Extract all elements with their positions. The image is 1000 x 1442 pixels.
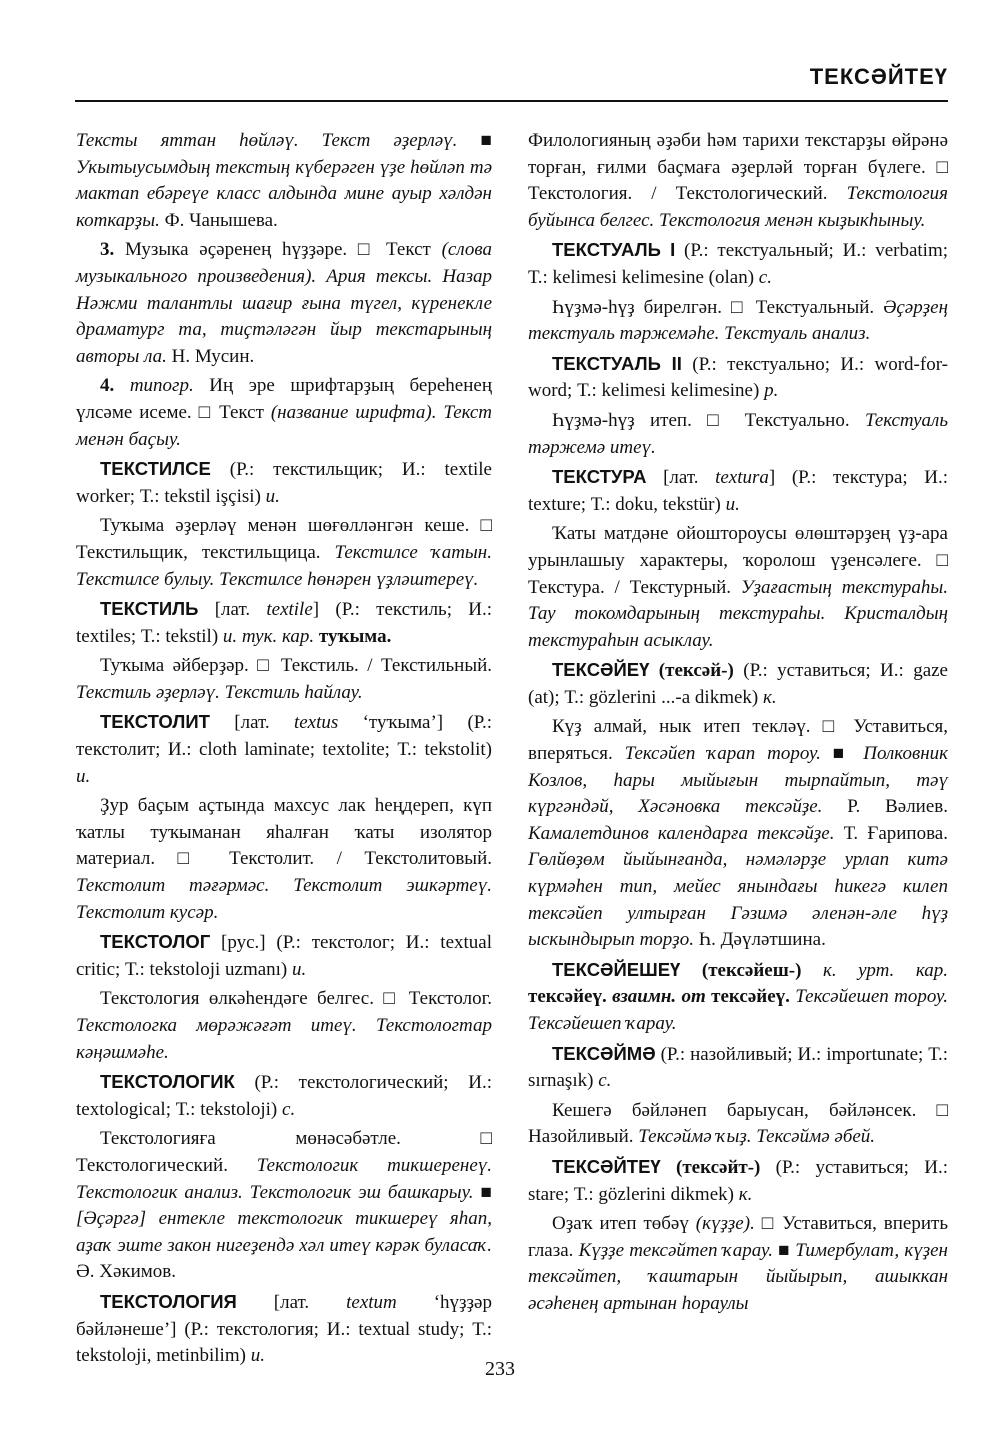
entry-text: Тексәйеп ҡарап тороу.	[624, 743, 821, 765]
dictionary-paragraph	[76, 1069, 492, 1123]
entry-text: ■	[820, 743, 864, 765]
entry-text: Һ. Дәүләтшина.	[693, 929, 826, 951]
entry-text: ‘туҡыма’] (Р.: текстолит; И.: cloth laminate; textolite; Т.: tekstolit)	[76, 712, 492, 761]
headword: ТЕКСТИЛЬ	[100, 598, 199, 620]
dictionary-paragraph	[76, 793, 492, 926]
dictionary-paragraph	[528, 1154, 948, 1208]
entry-text: Текстилсе ҡатын. Текстилсе булыу. Текстилсе һөнәрен үҙләштереү.	[76, 541, 492, 590]
headword: ТЕКСӘЙТЕҮ	[552, 1155, 661, 1177]
entry-text: Текстология буйынса белгес. Текстология менән кыҙыкһыныу.	[528, 183, 948, 231]
right-column	[528, 128, 948, 1321]
page-number: 233	[485, 1358, 515, 1380]
dictionary-paragraph	[76, 653, 492, 706]
entry-text: Филологияның әҙәби һәм тарихи текстарҙы өйрәнә торған, ғилми баҫмаға әҙерләй торған бүлеге. □ Текстология. / Текстологический.	[528, 130, 948, 205]
headword: ТЕКСТОЛОГ	[100, 931, 211, 953]
dictionary-paragraph	[528, 351, 948, 405]
entry-text: и.	[250, 1345, 265, 1367]
entry-text: Текстология өлкәһендәге белгес. □ Текстолог.	[100, 988, 492, 1010]
dictionary-paragraph	[76, 709, 492, 790]
entry-text: Р. Вәлиев.	[822, 796, 948, 818]
entry-text: (слова музыкального произведения). Ария тексы. Назар Нәжми талантлы шағир ғына түгел, күренекле драматург та, тиҫтәләгән йыр текстарының авторы ла.	[76, 239, 492, 367]
headword: ТЕКСӘЙЕҮ	[552, 659, 650, 681]
entry-text: Текстиль әҙерләү. Текстиль һайлау.	[76, 681, 363, 703]
entry-text: Оҙаҡ итеп төбәү	[552, 1213, 696, 1235]
entry-text: Укытыусымдың текстың күберәген үҙе һөйләп тә мактап ебәреүе класс алдында мине ауыр хәлдән коткарҙы.	[76, 156, 492, 231]
headword: ТЕКСТУАЛЬ I	[552, 239, 676, 261]
dictionary-paragraph	[528, 128, 948, 234]
entry-text: (тексәйеш-)	[680, 959, 802, 981]
dictionary-paragraph	[76, 986, 492, 1066]
entry-text: и.	[265, 485, 280, 507]
entry-text: (Р.: текстологический; И.: textological; Т.: tekstoloji)	[76, 1072, 492, 1120]
entry-text: 4.	[100, 375, 115, 397]
entry-text: Текстологик тикшеренеү. Текстологик анализ. Текстологик эш башкарыу.	[76, 1154, 492, 1203]
headword: ТЕКСТИЛСЕ	[100, 458, 211, 480]
entry-text: (Р.: текстуальный; И.: verbatim; Т.: kelimesi kelimesine (olan)	[528, 240, 948, 288]
dictionary-paragraph	[528, 521, 948, 654]
entry-text: р.	[764, 380, 779, 402]
entry-text: к. урт. кар.	[801, 959, 948, 981]
entry-text: (Р.: текстуально; И.: word-for-word; Т.: kelimesi kelimesine)	[528, 353, 948, 402]
entry-text: типогр.	[114, 375, 194, 397]
entry-text: textura	[715, 467, 769, 489]
dictionary-paragraph	[528, 1098, 948, 1151]
headword: ТЕКСТОЛОГИЯ	[100, 1290, 237, 1312]
entry-text: Текстологка мөрәжәғәт итеү. Текстологтар кәңәшмәһе.	[76, 1015, 492, 1063]
entry-text: ■	[457, 130, 492, 151]
entry-text: к.	[738, 1183, 753, 1205]
entry-text: (Р.: назойливый; И.: importunate; Т.: sırnaşık)	[528, 1043, 948, 1092]
entry-text: [рус.] (Р.: текстолог; И.: textual critic; Т.: tekstoloji uzmanı)	[76, 932, 492, 980]
entry-text: [Әҫәргә] ентекле текстологик тикшереү яһап, аҙаҡ эште закон нигеҙендә хәл итеү кәрәк буласаҡ.	[76, 1208, 492, 1256]
entry-text: Әҫәрҙең текстуаль тәржемәһе. Текстуаль анализ.	[528, 296, 948, 345]
entry-text: □ Уставиться, вперить глаза.	[528, 1213, 948, 1261]
dictionary-paragraph	[76, 237, 492, 370]
left-column	[76, 128, 492, 1373]
dictionary-paragraph	[528, 408, 948, 461]
entry-text: взаимн. от	[606, 986, 706, 1008]
running-head-title: ТЕКСӘЙТЕҮ	[809, 64, 948, 89]
entry-text: к.	[763, 686, 777, 708]
dictionary-paragraph	[528, 1041, 948, 1095]
entry-text: (тексәйт-)	[660, 1156, 761, 1178]
entry-text: с.	[758, 266, 772, 288]
entry-text: и. тук. кар.	[222, 625, 315, 647]
entry-text: Тексты яттан һөйләү. Текст әҙерләү.	[76, 130, 458, 151]
dictionary-paragraph	[76, 456, 492, 510]
entry-text: Ҡаты матдәне ойоштороусы өлөштәрҙең үҙ-ара урынлашыу характеры, ҡоролош үҙенсәлеге. □ Текстура. / Текстурный.	[528, 523, 948, 598]
entry-text: (Р.: уставиться; И.: gaze (at); Т.: gözlerini ...-a dikmek)	[528, 660, 948, 708]
entry-text: ] (Р.: текстиль; И.: textiles; Т.: tekstil)	[76, 599, 492, 647]
entry-text: и.	[76, 765, 91, 787]
entry-text: тексәйеү.	[528, 986, 607, 1008]
dictionary-paragraph	[76, 929, 492, 983]
entry-text: туҡыма.	[314, 625, 392, 647]
entry-text: ■	[473, 1181, 492, 1203]
entry-text: (күҙҙе).	[695, 1213, 755, 1235]
entry-text: Тексәйешеп тороу. Тексәйешеп ҡарау.	[528, 986, 948, 1034]
entry-text: (Р.: текстильщик; И.: textile worker; Т.: tekstil işçisi)	[76, 459, 492, 507]
dictionary-paragraph	[76, 128, 492, 234]
entry-text: и.	[725, 493, 740, 515]
entry-text: Тексәймә ҡыҙ. Тексәймә әбей.	[638, 1126, 876, 1148]
dictionary-paragraph	[76, 596, 492, 650]
entry-text: Кешегә бәйләнеп барыусан, бәйләнсек. □ Назойливый.	[528, 1099, 948, 1148]
entry-text: Тимербулат, күҙен тексәйтеп, ҡаштарын йыйырып, ашыккан әсәһенең артынан һораулы	[528, 1239, 948, 1314]
entry-text: (тексәй-)	[649, 660, 734, 682]
entry-text: Туҡыма әйберҙәр. □ Текстиль. / Текстильный.	[100, 655, 492, 677]
headword: ТЕКСТУРА	[552, 466, 647, 488]
entry-text: Текстолит тәғәрмәс. Текстолит эшкәртеү. Текстолит кусәр.	[76, 875, 492, 923]
entry-text: Текстологияға мөнәсәбәтле. □ Текстологический.	[76, 1128, 492, 1176]
dictionary-paragraph	[76, 373, 492, 453]
entry-text: Күҙҙе тексәйтеп ҡарау.	[578, 1239, 773, 1261]
entry-text: тексәйеү.	[705, 986, 790, 1008]
entry-text: Иң эре шрифтарҙың береһенең үлсәме исеме. □ Текст	[76, 375, 492, 423]
entry-text: 3.	[100, 239, 115, 261]
entry-text: textum	[346, 1291, 397, 1313]
entry-text: Ә. Хәкимов.	[76, 1261, 177, 1283]
entry-text: Туҡыма әҙерләү менән шөғөлләнгән кеше. □ Текстильщик, текстильщица.	[76, 515, 492, 563]
dictionary-paragraph	[76, 1126, 492, 1286]
entry-text: Һүҙмә-һүҙ итеп. □ Текстуально.	[552, 409, 865, 431]
entry-text: Т. Ғарипова.	[834, 822, 948, 844]
entry-text: ] (Р.: текстура; И.: texture; Т.: doku, tekstür)	[528, 467, 948, 515]
entry-text: Музыка әҫәренең һүҙҙәре. □ Текст	[114, 239, 442, 261]
headword: ТЕКСТУАЛЬ II	[552, 352, 682, 374]
dictionary-paragraph	[528, 657, 948, 711]
entry-text: Гөлйөҙөм йыйынғанда, нәмәләрҙе урлап китә күрмәһен тип, мейес янындағы һикегә килеп тексәйеп ултырған Гәзимә әленән-әле һүҙ ыскындырып торҙо.	[528, 849, 948, 951]
headword: ТЕКСТОЛИТ	[100, 711, 210, 733]
entry-text: ‘һүҙҙәр бәйләнеше’] (Р.: текстология; И.: textual study; Т.: tekstoloji, metinbilim)	[76, 1291, 492, 1367]
entry-text: [лат.	[209, 712, 294, 734]
entry-text: textus	[293, 712, 339, 734]
entry-text: с.	[598, 1070, 612, 1092]
entry-text: Ф. Чанышева.	[159, 209, 278, 231]
entry-text: (Р.: уставиться; И.: stare; Т.: gözlerini dikmek)	[528, 1156, 948, 1205]
headword: ТЕКСТОЛОГИК	[100, 1071, 235, 1093]
entry-text: Камалетдинов календарға тексәйҙе.	[528, 822, 835, 844]
headword: ТЕКСӘЙМӘ	[552, 1042, 656, 1064]
entry-text: Күҙ алмай, нык итеп текләү. □ Уставиться, вперяться.	[528, 716, 948, 765]
entry-text: Һүҙмә-һүҙ бирелгән. □ Текстуальный.	[552, 296, 884, 318]
dictionary-paragraph	[528, 464, 948, 518]
entry-text: [лат.	[236, 1291, 347, 1313]
dictionary-paragraph	[528, 237, 948, 291]
entry-text: [лат.	[646, 467, 716, 489]
entry-text: (название шрифта). Текст менән баҫыу.	[76, 401, 492, 450]
entry-text: Ҙур баҫым аҫтында махсус лак һеңдереп, күп ҡатлы туҡыманан яһалған ҡаты изолятор материал. □ Текстолит. / Текстолитовый.	[76, 795, 492, 870]
entry-text: Уҙағастың текстураһы. Тау токомдарының текстураһы. Кристалдың текстураһын асыклау.	[528, 576, 949, 651]
entry-text: с.	[282, 1098, 296, 1120]
running-header	[75, 62, 948, 102]
entry-text: textile	[266, 599, 313, 621]
entry-text: и.	[292, 958, 307, 980]
dictionary-paragraph	[76, 513, 492, 593]
entry-text: Текстуаль тәржемә итеү.	[528, 409, 948, 458]
dictionary-paragraph	[528, 295, 948, 348]
dictionary-paragraph	[528, 714, 948, 953]
entry-text: Полковник Козлов, һары мыйығын тырпайтып, тәү күргәндәй, Хәсәновка тексәйҙе.	[528, 743, 949, 818]
headword: ТЕКСӘЙЕШЕҮ	[552, 958, 681, 980]
entry-text: ■	[772, 1239, 796, 1261]
dictionary-paragraph	[528, 957, 948, 1038]
entry-text: Н. Мусин.	[166, 345, 255, 367]
dictionary-paragraph	[528, 1211, 948, 1317]
entry-text: [лат.	[198, 599, 267, 621]
